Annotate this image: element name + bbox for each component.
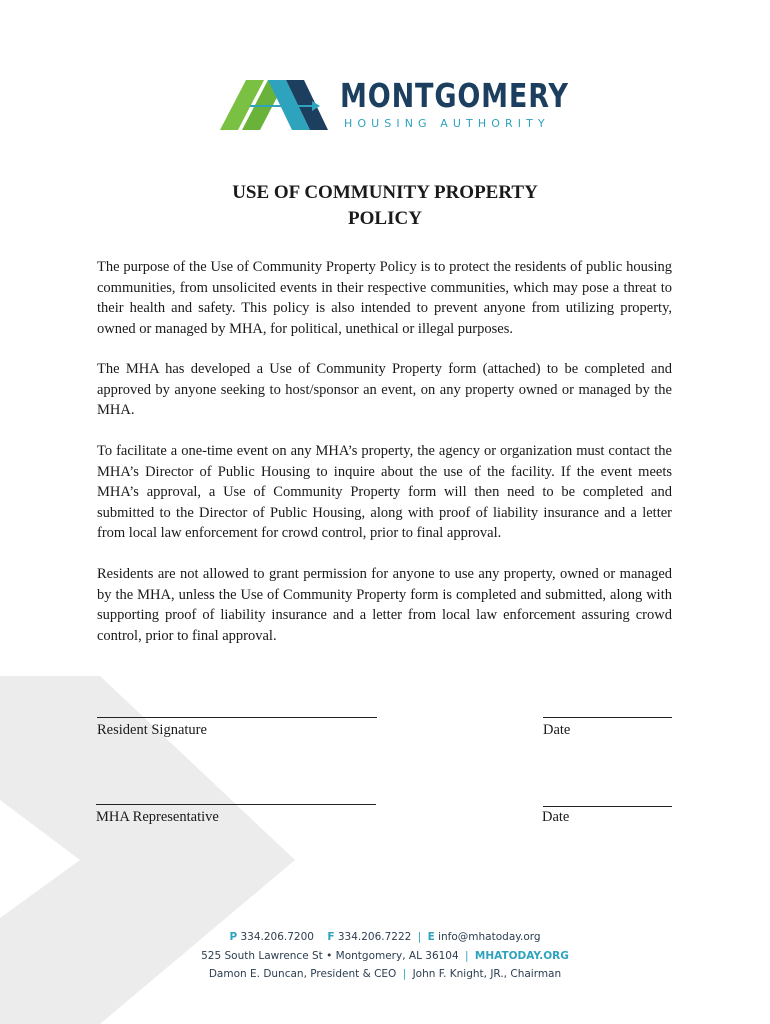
representative-date-line[interactable] xyxy=(543,806,672,807)
footer-email[interactable]: info@mhatoday.org xyxy=(438,931,541,943)
footer-separator: | xyxy=(402,968,407,980)
resident-signature-label: Resident Signature xyxy=(97,722,207,738)
document-title xyxy=(0,180,770,232)
paragraph-procedure: To facilitate a one-time event on any MHA’s property, the agency or organization must contact the MHA’s Director of Public Housing to inquire about the use of the facility. If the event meets MHA’s approval, a Use of Community Property form will then need to be completed and submitted to the Director of Public Housing, along with proof of liability insurance and a letter from local law enforcement for crowd control, prior to final approval. xyxy=(97,443,672,541)
resident-date-label: Date xyxy=(543,722,571,738)
footer-contact-line xyxy=(0,931,770,943)
footer-separator: | xyxy=(465,950,469,962)
paragraph-residents: Residents are not allowed to grant permission for anyone to use any property, owned or managed by the MHA, unless the Use of Community Property form is completed and submitted, along with supporting proof of liability insurance and a letter from local law enforcement assuring crowd control, prior to final approval. xyxy=(97,566,672,644)
footer-fax: 334.206.7222 xyxy=(337,931,412,943)
phone-key: P xyxy=(229,931,238,943)
footer-address-line xyxy=(0,950,770,962)
footer-chairman: John F. Knight, JR., Chairman xyxy=(412,968,562,980)
paragraph-form: The MHA has developed a Use of Community Property form (attached) to be completed and approved by anyone seeking to host/sponsor an event, on any property owned or managed by the MHA. xyxy=(97,361,672,418)
mha-representative-line[interactable] xyxy=(96,804,376,805)
footer-president: Damon E. Duncan, President & CEO xyxy=(208,968,397,980)
representative-date-label: Date xyxy=(542,809,570,825)
logo-name: MONTGOMERY xyxy=(340,76,569,115)
paragraph-purpose: The purpose of the Use of Community Property Policy is to protect the residents of public housing communities, from unsolicited events in their respective communities, which may pose a threat to their health and safety. This policy is also intended to prevent anyone from utilizing property, owned or managed by MHA, for political, unethical or illegal purposes. xyxy=(97,259,672,337)
resident-date-line[interactable] xyxy=(543,717,672,718)
mha-logo-mark-icon xyxy=(220,76,330,132)
footer-website-link[interactable]: MHATODAY.ORG xyxy=(474,950,569,962)
title-line-1: USE OF COMMUNITY PROPERTY xyxy=(232,182,538,203)
footer-address: 525 South Lawrence St • Montgomery, AL 36104 xyxy=(201,950,459,962)
email-key: E xyxy=(427,931,435,943)
footer-officers-line xyxy=(0,968,770,980)
resident-signature-line[interactable] xyxy=(97,717,377,718)
mha-logo xyxy=(220,74,569,134)
mha-representative-label: MHA Representative xyxy=(96,809,219,825)
fax-key: F xyxy=(327,931,335,943)
footer-separator: | xyxy=(417,931,422,943)
logo-subtitle: HOUSING AUTHORITY xyxy=(344,117,550,130)
footer-phone: 334.206.7200 xyxy=(240,931,314,943)
title-line-2: POLICY xyxy=(348,208,422,229)
